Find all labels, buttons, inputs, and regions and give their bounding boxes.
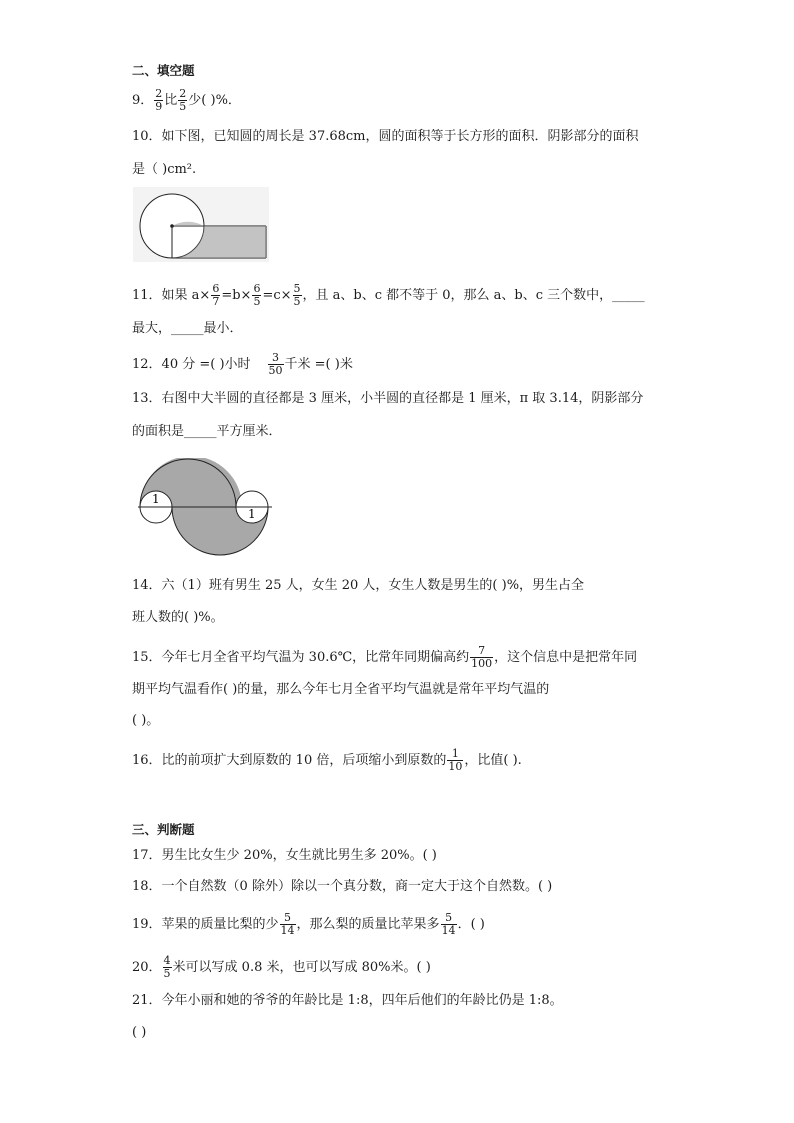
q16-pre: 16．比的前项扩大到原数的 10 倍，后项缩小到原数的 bbox=[132, 753, 447, 768]
small-circle-label-left: 1 bbox=[152, 492, 160, 506]
question-20 bbox=[132, 955, 431, 980]
question-13-line1: 13．右图中大半圆的直径都是 3 厘米，小半圆的直径都是 1 厘米，π 取 3.14，阴影部分 bbox=[132, 391, 644, 406]
question-10-line1: 10．如下图，已知圆的周长是 37.68cm，圆的面积等于长方形的面积．阴影部分的面积 bbox=[132, 129, 639, 144]
q11-pre: 11．如果 a× bbox=[132, 288, 211, 303]
question-10-line2: 是（ )cm². bbox=[132, 162, 197, 177]
q19-pre: 19．苹果的质量比梨的少 bbox=[132, 917, 279, 932]
question-21-line1: 21．今年小丽和她的爷爷的年龄比是 1:8，四年后他们的年龄比仍是 1:8。 bbox=[132, 993, 563, 1008]
q15-pre: 15．今年七月全省平均气温为 30.6℃，比常年同期偏高约 bbox=[132, 650, 470, 665]
question-21-line2: ( ) bbox=[132, 1025, 147, 1040]
question-9 bbox=[132, 88, 241, 113]
q19-mid: ，那么梨的质量比苹果多 bbox=[296, 917, 440, 932]
question-15-line1 bbox=[132, 645, 637, 670]
q16-tail: ，比值( ). bbox=[464, 753, 522, 768]
q11-fraction-2: $\frac{6}{5}$ bbox=[253, 282, 261, 308]
q20-tail: 米可以写成 0.8 米，也可以写成 80%米。( ) bbox=[172, 960, 431, 975]
question-12 bbox=[132, 352, 353, 377]
q11-mid1: =b× bbox=[221, 288, 252, 303]
semicircle-figure bbox=[134, 458, 276, 558]
question-15-line2: 期平均气温看作( )的量，那么今年七月全省平均气温就是常年平均气温的 bbox=[132, 682, 550, 697]
question-18: 18．一个自然数（0 除外）除以一个真分数，商一定大于这个自然数。( ) bbox=[132, 879, 553, 894]
question-13-line2: 的面积是_____平方厘米． bbox=[132, 424, 282, 439]
q20-pre: 20． bbox=[132, 960, 162, 975]
question-15-line3: ( )。 bbox=[132, 713, 160, 728]
q9-fraction-1: $\frac{2}{9}$ bbox=[155, 87, 163, 113]
question-14-line2: 班人数的( )%。 bbox=[132, 610, 224, 625]
q12-fraction: $\frac{3}{50}$ bbox=[268, 351, 283, 377]
q19-fraction-1: $\frac{5}{14}$ bbox=[280, 911, 295, 937]
q20-fraction: $\frac{4}{5}$ bbox=[163, 954, 171, 980]
q11-fraction-3: $\frac{5}{5}$ bbox=[293, 282, 301, 308]
question-11-line1 bbox=[132, 283, 645, 308]
question-14-line1: 14．六（1）班有男生 25 人，女生 20 人，女生人数是男生的( )%，男生占全 bbox=[132, 578, 585, 593]
section-title-fill: 二、填空题 bbox=[132, 63, 195, 78]
question-17: 17．男生比女生少 20%，女生就比男生多 20%。( ) bbox=[132, 848, 437, 863]
small-circle-label-right: 1 bbox=[248, 507, 256, 521]
q9-number: 9． bbox=[132, 93, 154, 108]
circle-rectangle-figure bbox=[132, 186, 272, 264]
q19-fraction-2: $\frac{5}{14}$ bbox=[441, 911, 456, 937]
q9-text: 比 bbox=[164, 93, 178, 108]
q9-tail: 少( )%． bbox=[188, 93, 241, 108]
q11-mid2: =c× bbox=[262, 288, 292, 303]
q12-tail: 千米 =( )米 bbox=[284, 357, 353, 372]
q11-fraction-1: $\frac{6}{7}$ bbox=[212, 282, 220, 308]
q9-fraction-2: $\frac{2}{5}$ bbox=[179, 87, 187, 113]
q19-tail: ．( ) bbox=[457, 917, 485, 932]
q15-fraction: $\frac{7}{100}$ bbox=[471, 644, 493, 670]
section-title-judge: 三、判断题 bbox=[132, 822, 195, 837]
q12-pre: 12．40 分 =( )小时 bbox=[132, 357, 251, 372]
question-16 bbox=[132, 748, 522, 773]
q15-tail: ，这个信息中是把常年同 bbox=[494, 650, 638, 665]
q16-fraction: $\frac{1}{10}$ bbox=[448, 747, 463, 773]
question-11-line2: 最大，_____最小． bbox=[132, 321, 243, 336]
q11-tail: ，且 a、b、c 都不等于 0，那么 a、b、c 三个数中，_____ bbox=[302, 288, 645, 303]
question-19 bbox=[132, 912, 485, 937]
